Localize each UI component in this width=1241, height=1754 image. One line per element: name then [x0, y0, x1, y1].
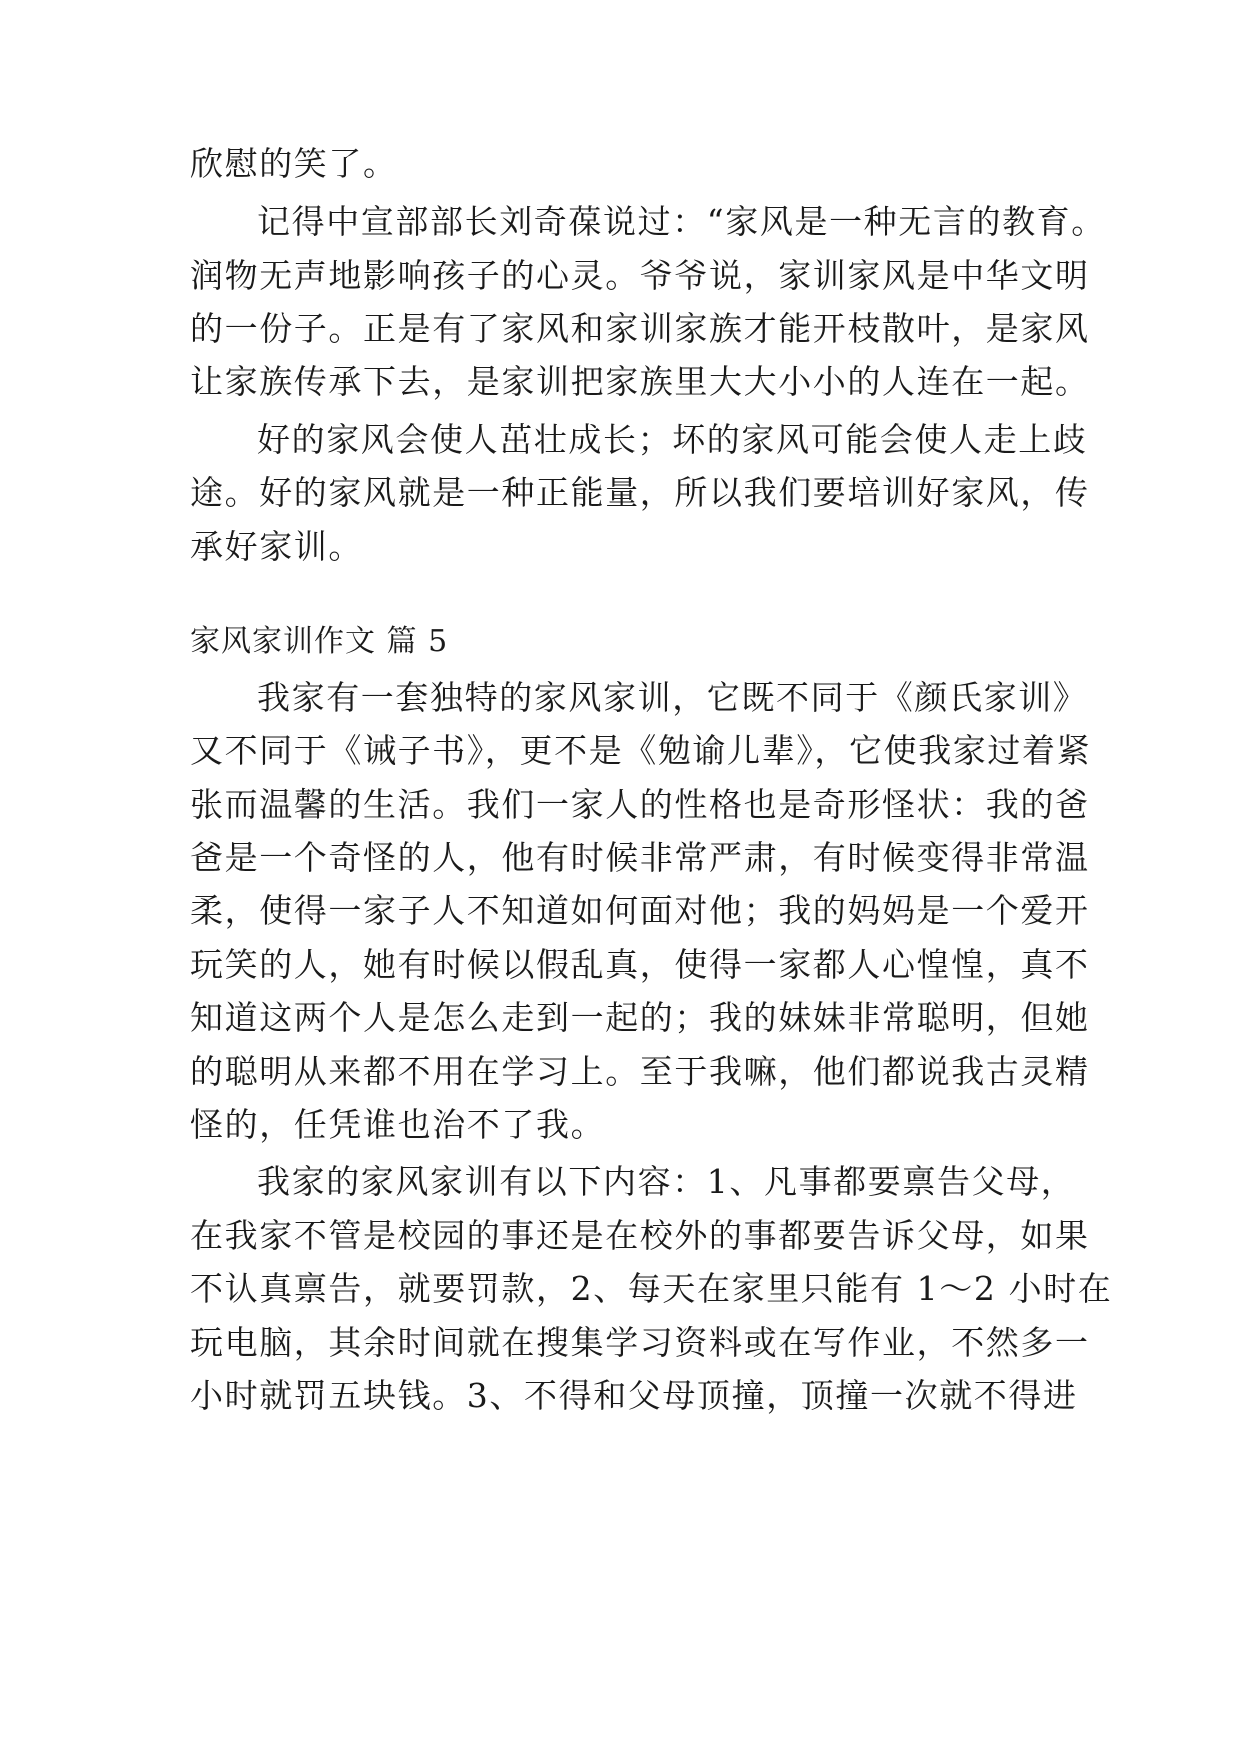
paragraph-line: 记得中宣部部长刘奇葆说过：“家风是一种无言的教育。: [257, 202, 1106, 241]
paragraph-line: 途。好的家风就是一种正能量，所以我们要培训好家风，传: [190, 473, 1090, 512]
paragraph-line: 我家有一套独特的家风家训，它既不同于《颜氏家训》: [257, 678, 1088, 717]
paragraph-line: 又不同于《诫子书》，更不是《勉谕儿辈》，它使我家过着紧: [190, 731, 1092, 770]
paragraph-line: 欣慰的笑了。: [190, 144, 398, 183]
paragraph-line: 张而温馨的生活。我们一家人的性格也是奇形怪状：我的爸: [190, 785, 1090, 824]
paragraph-line: 好的家风会使人茁壮成长；坏的家风可能会使人走上歧: [257, 420, 1088, 459]
section-heading: 家风家训作文 篇 5: [190, 624, 449, 659]
paragraph-line: 玩电脑，其余时间就在搜集学习资料或在写作业，不然多一: [190, 1323, 1090, 1362]
paragraph-line: 承好家训。: [190, 527, 363, 566]
paragraph-line: 的一份子。正是有了家风和家训家族才能开枝散叶，是家风: [190, 309, 1090, 348]
paragraph-line: 爸是一个奇怪的人，他有时候非常严肃，有时候变得非常温: [190, 838, 1090, 877]
paragraph-line: 知道这两个人是怎么走到一起的；我的妹妹非常聪明，但她: [190, 998, 1090, 1037]
paragraph-line: 在我家不管是校园的事还是在校外的事都要告诉父母，如果: [190, 1216, 1090, 1255]
paragraph-line: 让家族传承下去，是家训把家族里大大小小的人连在一起。: [190, 362, 1090, 401]
paragraph-line: 玩笑的人，她有时候以假乱真，使得一家都人心惶惶，真不: [190, 945, 1090, 984]
paragraph-line: 的聪明从来都不用在学习上。至于我嘛，他们都说我古灵精: [190, 1052, 1090, 1091]
paragraph-line: 润物无声地影响孩子的心灵。爷爷说，家训家风是中华文明: [190, 256, 1090, 295]
paragraph-line: 不认真禀告，就要罚款，2、每天在家里只能有 1～2 小时在: [190, 1269, 1113, 1308]
paragraph-line: 柔，使得一家子人不知道如何面对他；我的妈妈是一个爱开: [190, 891, 1090, 930]
paragraph-line: 我家的家风家训有以下内容：1、凡事都要禀告父母，: [257, 1162, 1076, 1201]
paragraph-line: 小时就罚五块钱。3、不得和父母顶撞，顶撞一次就不得进: [190, 1376, 1078, 1415]
paragraph-line: 怪的，任凭谁也治不了我。: [190, 1105, 606, 1144]
